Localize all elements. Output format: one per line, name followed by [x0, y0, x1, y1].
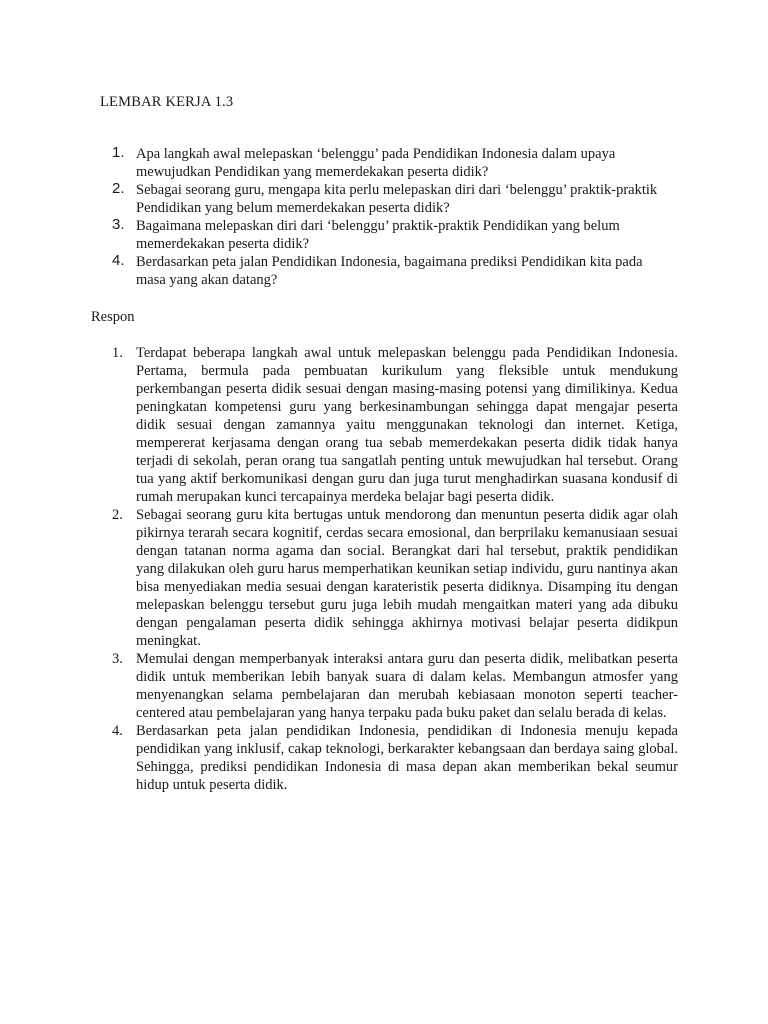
answer-item — [112, 722, 678, 794]
answer-text: Terdapat beberapa langkah awal untuk melepaskan belenggu pada Pendidikan Indonesia. Pertama, bermula pada pembuatan kurikulum yang fleksible untuk mendukung perkembangan peserta didik sesuai dengan masing-masing potensi yang dimilikinya. Kedua peningkatan kompetensi guru yang berkesinambungan sehingga dapat mengajar peserta didik sesuai dengan zamannya yaitu menggunakan teknologi dan internet. Ketiga, mempererat kerjasama dengan orang tua sebab memerdekakan peserta didik tidak hanya terjadi di sekolah, peran orang tua sangatlah penting untuk mewujudkan hal tersebut. Orang tua yang aktif berkomunikasi dengan guru dan juga turut menghadirkan suasana kondusif di rumah merupakan kunci tercapainya merdeka belajar bagi peserta didik. — [136, 345, 678, 505]
answer-text: Sebagai seorang guru kita bertugas untuk mendorong dan menuntun peserta didik agar olah pikirnya terarah secara kognitif, cerdas secara emosional, dan berprilaku kemanusiaan sesuai dengan tatanan norma agama dan social. Berangkat dari hal tersebut, praktik pendidikan yang dilakukan oleh guru harus memperhatikan keunikan setiap individu, guru nantinya akan bisa menyediakan media sesuai dengan karateristik peserta didiknya. Disamping itu dengan melepaskan belenggu tersebut guru juga lebih mudah mengaitkan materi yang ada dibuku dengan pengalaman peserta didik sehingga akhirnya motivasi belajar peserta didikpun meningkat. — [136, 507, 678, 649]
question-text: Bagaimana melepaskan diri dari ‘belenggu’ praktik-praktik Pendidikan yang belum memerdekakan peserta didik? — [136, 218, 620, 252]
answer-item — [112, 506, 678, 650]
question-number: 2. — [112, 180, 125, 197]
answer-list — [112, 344, 678, 794]
question-item — [112, 145, 672, 181]
answer-number: 2. — [112, 507, 123, 523]
question-text: Sebagai seorang guru, mengapa kita perlu melepaskan diri dari ‘belenggu’ praktik-praktik Pendidikan yang belum memerdekakan peserta didik? — [136, 182, 658, 216]
document-title: LEMBAR KERJA 1.3 — [100, 94, 234, 110]
question-text: Apa langkah awal melepaskan ‘belenggu’ pada Pendidikan Indonesia dalam upaya mewujudkan Pendidikan yang memerdekakan peserta didik? — [136, 146, 616, 180]
question-number: 1. — [112, 144, 125, 161]
question-item — [112, 253, 672, 289]
question-list — [112, 145, 672, 289]
question-text: Berdasarkan peta jalan Pendidikan Indonesia, bagaimana prediksi Pendidikan kita pada masa yang akan datang? — [136, 254, 643, 288]
answer-number: 3. — [112, 651, 123, 667]
answer-item — [112, 344, 678, 506]
respon-heading: Respon — [91, 309, 135, 325]
question-number: 4. — [112, 252, 125, 269]
answer-item — [112, 650, 678, 722]
answer-text: Berdasarkan peta jalan pendidikan Indonesia, pendidikan di Indonesia menuju kepada pendidikan yang inklusif, cakap teknologi, berkarakter kebangsaan dan berdaya saing global. Sehingga, prediksi pendidikan Indonesia di masa depan akan memberikan bekal seumur hidup untuk peserta didik. — [136, 723, 678, 793]
answer-number: 1. — [112, 345, 123, 361]
question-item — [112, 217, 672, 253]
question-number: 3. — [112, 216, 125, 233]
answer-number: 4. — [112, 723, 123, 739]
question-item — [112, 181, 672, 217]
answer-text: Memulai dengan memperbanyak interaksi antara guru dan peserta didik, melibatkan peserta didik untuk memberikan lebih banyak suara di dalam kelas. Membangun atmosfer yang menyenangkan selama pembelajaran dan merubah kebiasaan monoton seperti teacher-centered atau pembelajaran yang hanya terpaku pada buku paket dan selalu berada di kelas. — [136, 651, 678, 721]
